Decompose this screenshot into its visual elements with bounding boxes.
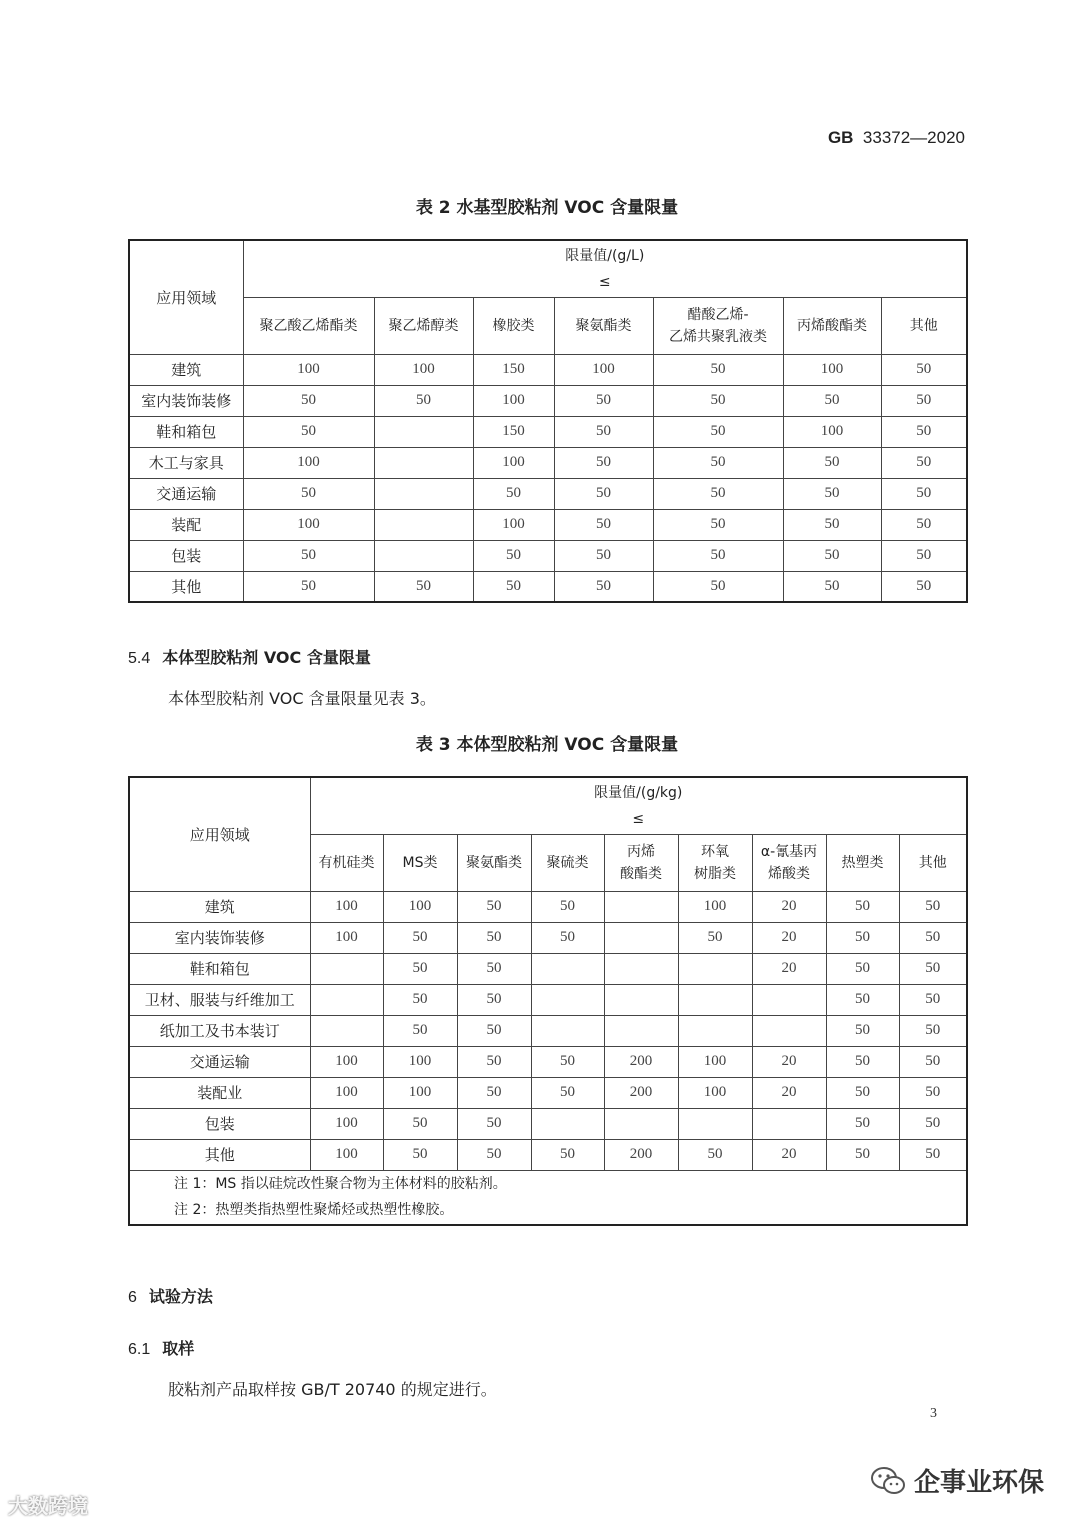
table2-col-header: 聚乙烯醇类 [374, 297, 473, 354]
table2-col-header: 其他 [881, 297, 967, 354]
table3-cell: 20 [752, 1046, 826, 1077]
table3-col-header: α-氰基丙 烯酸类 [752, 834, 826, 891]
table3-cell [604, 953, 678, 984]
table2-col-header: 橡胶类 [473, 297, 554, 354]
table3-cell: 50 [899, 1015, 967, 1046]
table3-row-label: 卫材、服装与纤维加工 [129, 984, 310, 1015]
table2-cell: 100 [374, 354, 473, 385]
table3-cell: 20 [752, 953, 826, 984]
table2-cell: 50 [243, 571, 374, 602]
page-number: 3 [930, 1406, 937, 1421]
table2-col-header: 醋酸乙烯- 乙烯共聚乳液类 [653, 297, 783, 354]
table-row [129, 509, 967, 540]
table2-cell: 50 [783, 385, 881, 416]
table3-row-label: 装配业 [129, 1077, 310, 1108]
table2-cell: 50 [374, 385, 473, 416]
table3-cell: 50 [531, 922, 604, 953]
table3-col-header: 聚硫类 [531, 834, 604, 891]
table3-cell: 50 [826, 1108, 899, 1139]
table3-cell: 50 [457, 1046, 531, 1077]
table3-cell: 50 [457, 922, 531, 953]
table3-row-label: 鞋和箱包 [129, 953, 310, 984]
table3-cell: 50 [678, 1139, 752, 1170]
table3-cell: 50 [899, 1046, 967, 1077]
table2-cell: 50 [554, 447, 653, 478]
table2-row-label: 室内装饰装修 [129, 385, 243, 416]
table3-cell: 50 [457, 1139, 531, 1170]
table2-cell: 50 [243, 478, 374, 509]
table2-row-label: 装配 [129, 509, 243, 540]
table3-caption: 表 3 本体型胶粘剂 VOC 含量限量 [415, 735, 679, 755]
table3-cell: 200 [604, 1077, 678, 1108]
table3-cell [678, 1015, 752, 1046]
table2-cell: 50 [554, 509, 653, 540]
table3-cell: 50 [531, 1046, 604, 1077]
table3-cell: 50 [899, 1139, 967, 1170]
table3-cell: 100 [310, 1108, 383, 1139]
table3-cell: 50 [457, 1108, 531, 1139]
table2 [128, 239, 968, 603]
table-row [129, 385, 967, 416]
table3-cell: 50 [826, 953, 899, 984]
watermark-right: 企事业环保 [870, 1462, 1044, 1499]
table2-cell: 50 [653, 354, 783, 385]
table2-cell: 50 [783, 478, 881, 509]
table3-col-header: 丙烯 酸酯类 [604, 834, 678, 891]
table3-cell: 50 [383, 1108, 457, 1139]
wechat-icon [870, 1466, 906, 1496]
table3-cell [310, 984, 383, 1015]
section-6-1-heading: 6.1 取样 [128, 1339, 195, 1358]
table2-cell [374, 447, 473, 478]
table2-cell: 50 [881, 478, 967, 509]
table3-cell: 200 [604, 1139, 678, 1170]
table3-cell: 50 [826, 984, 899, 1015]
table3-cell: 100 [678, 1077, 752, 1108]
table2-caption: 表 2 水基型胶粘剂 VOC 含量限量 [415, 198, 679, 218]
table2-cell: 50 [881, 571, 967, 602]
table2-col-header: 聚乙酸乙烯酯类 [243, 297, 374, 354]
table3-cell: 100 [310, 1139, 383, 1170]
table-row [129, 478, 967, 509]
table3-cell: 100 [310, 922, 383, 953]
table3-cell [604, 984, 678, 1015]
table3-cell [678, 984, 752, 1015]
table2-row-label: 包装 [129, 540, 243, 571]
table3-cell: 20 [752, 922, 826, 953]
table-row [129, 891, 967, 922]
table2-col-header: 聚氨酯类 [554, 297, 653, 354]
table3-cell [604, 1108, 678, 1139]
table3-cell: 50 [383, 1139, 457, 1170]
table-row [129, 571, 967, 602]
table2-cell: 50 [653, 509, 783, 540]
table3-cell: 50 [457, 953, 531, 984]
table2-cell: 50 [783, 540, 881, 571]
table-row [129, 1015, 967, 1046]
table-row [129, 1108, 967, 1139]
table3-cell: 50 [899, 891, 967, 922]
table-row [129, 1077, 967, 1108]
table3-note: 注 2：热塑类指热塑性聚烯烃或热塑性橡胶。 [174, 1202, 454, 1219]
table3-row-label: 室内装饰装修 [129, 922, 310, 953]
table2-cell: 50 [653, 540, 783, 571]
table3-cell: 50 [457, 1015, 531, 1046]
table3-cell [752, 984, 826, 1015]
table-row [129, 354, 967, 385]
table2-cell: 100 [473, 447, 554, 478]
table2-cell: 50 [554, 416, 653, 447]
table3-cell [678, 1108, 752, 1139]
table2-cell [374, 478, 473, 509]
section-6-1-text: 胶粘剂产品取样按 GB/T 20740 的规定进行。 [168, 1380, 497, 1399]
table3-row-label: 交通运输 [129, 1046, 310, 1077]
table3-cell [531, 984, 604, 1015]
table2-cell: 50 [783, 571, 881, 602]
table2-cell: 50 [881, 509, 967, 540]
table3-row-label: 其他 [129, 1139, 310, 1170]
table3-cell: 50 [899, 984, 967, 1015]
table3-row-header: 应用领域 [129, 777, 310, 891]
table3-cell: 50 [826, 1015, 899, 1046]
table3-cell: 50 [826, 1139, 899, 1170]
table3-cell: 100 [678, 1046, 752, 1077]
table2-row-label: 木工与家具 [129, 447, 243, 478]
table2-cell: 50 [653, 478, 783, 509]
table2-cell: 50 [243, 416, 374, 447]
table3-cell: 50 [826, 891, 899, 922]
table3-cell: 50 [899, 1108, 967, 1139]
table3-cell: 50 [383, 984, 457, 1015]
table3-cell [604, 1015, 678, 1046]
table3-cell: 50 [899, 1077, 967, 1108]
table3-cell: 50 [678, 922, 752, 953]
table3-cell [531, 953, 604, 984]
table3-col-header: 聚氨酯类 [457, 834, 531, 891]
table2-cell: 50 [653, 571, 783, 602]
table3-cell: 100 [678, 891, 752, 922]
table3-cell: 50 [457, 984, 531, 1015]
table3-row-label: 包装 [129, 1108, 310, 1139]
table3-cell [752, 1015, 826, 1046]
table2-cell: 50 [243, 540, 374, 571]
table2-cell [374, 416, 473, 447]
table3-notes [129, 1170, 967, 1225]
table2-cell: 100 [243, 509, 374, 540]
table3-cell: 100 [383, 1077, 457, 1108]
table2-cell [374, 509, 473, 540]
table2-row-label: 交通运输 [129, 478, 243, 509]
table2-cell: 50 [554, 385, 653, 416]
table3-cell: 100 [383, 891, 457, 922]
table2-cell: 50 [243, 385, 374, 416]
table2-row-label: 建筑 [129, 354, 243, 385]
table3-cell [310, 953, 383, 984]
table2-cell: 50 [881, 354, 967, 385]
table2-cell: 100 [243, 447, 374, 478]
table3-col-header: MS类 [383, 834, 457, 891]
table-row [129, 1046, 967, 1077]
table3-row-label: 纸加工及书本装订 [129, 1015, 310, 1046]
table2-cell: 50 [554, 478, 653, 509]
table3-cell: 50 [383, 1015, 457, 1046]
table3-cell: 50 [826, 1046, 899, 1077]
table-row [129, 922, 967, 953]
table2-cell: 50 [881, 540, 967, 571]
table3-cell: 100 [310, 1046, 383, 1077]
table-row [129, 540, 967, 571]
table2-row-header: 应用领域 [129, 240, 243, 354]
table3-row-label: 建筑 [129, 891, 310, 922]
table3-col-header: 热塑类 [826, 834, 899, 891]
watermark-left: 大数跨境 [8, 1494, 88, 1518]
table2-cell: 100 [783, 416, 881, 447]
table3-cell [604, 922, 678, 953]
table2-cell: 100 [554, 354, 653, 385]
table3-cell [678, 953, 752, 984]
table2-cell: 100 [473, 385, 554, 416]
table3-note: 注 1：MS 指以硅烷改性聚合物为主体材料的胶粘剂。 [174, 1176, 507, 1193]
table2-cell: 50 [473, 540, 554, 571]
section-6-heading: 6 试验方法 [128, 1287, 213, 1306]
table3-cell: 20 [752, 891, 826, 922]
table2-limit-header: 限量值/(g/L) ≤ [243, 240, 967, 297]
document-code: GB 33372—2020 [827, 128, 965, 147]
table2-cell: 50 [473, 571, 554, 602]
table2-cell: 50 [473, 478, 554, 509]
table2-cell: 50 [881, 416, 967, 447]
table2-cell: 50 [783, 447, 881, 478]
table2-cell: 50 [554, 571, 653, 602]
section-5-4-text: 本体型胶粘剂 VOC 含量限量见表 3。 [168, 689, 436, 708]
table-row [129, 953, 967, 984]
table3-cell: 50 [457, 891, 531, 922]
table2-cell: 50 [554, 540, 653, 571]
table3-cell [310, 1015, 383, 1046]
table3-cell: 50 [457, 1077, 531, 1108]
table3-cell: 200 [604, 1046, 678, 1077]
table3-cell: 50 [826, 922, 899, 953]
table2-col-header: 丙烯酸酯类 [783, 297, 881, 354]
table3-cell: 50 [383, 953, 457, 984]
table2-cell [374, 540, 473, 571]
table3-cell: 50 [531, 891, 604, 922]
table-row [129, 447, 967, 478]
table2-cell: 50 [653, 385, 783, 416]
table3-limit-header: 限量值/(g/kg) ≤ [310, 777, 967, 834]
table3-cell: 50 [531, 1139, 604, 1170]
table-row [129, 1139, 967, 1170]
table2-cell: 50 [783, 509, 881, 540]
table2-cell: 100 [783, 354, 881, 385]
table2-cell: 150 [473, 416, 554, 447]
table2-cell: 50 [881, 385, 967, 416]
table3-cell: 50 [899, 922, 967, 953]
table-row [129, 416, 967, 447]
table3-col-header: 环氧 树脂类 [678, 834, 752, 891]
table-row [129, 984, 967, 1015]
table3-cell: 50 [899, 953, 967, 984]
section-5-4-heading: 5.4 本体型胶粘剂 VOC 含量限量 [128, 648, 371, 667]
table3-cell: 20 [752, 1077, 826, 1108]
table2-row-label: 其他 [129, 571, 243, 602]
table3-cell: 100 [310, 1077, 383, 1108]
table2-cell: 50 [653, 416, 783, 447]
table3-cell: 50 [531, 1077, 604, 1108]
table2-cell: 50 [653, 447, 783, 478]
table2-cell: 50 [881, 447, 967, 478]
table3 [128, 776, 968, 1226]
table3-cell: 20 [752, 1139, 826, 1170]
table2-row-label: 鞋和箱包 [129, 416, 243, 447]
table3-cell: 50 [383, 922, 457, 953]
table2-cell: 100 [243, 354, 374, 385]
table3-cell [604, 891, 678, 922]
table2-cell: 50 [374, 571, 473, 602]
table3-cell [531, 1108, 604, 1139]
table2-cell: 150 [473, 354, 554, 385]
table2-cell: 100 [473, 509, 554, 540]
table3-col-header: 有机硅类 [310, 834, 383, 891]
table3-col-header: 其他 [899, 834, 967, 891]
table3-cell: 50 [826, 1077, 899, 1108]
table3-cell [531, 1015, 604, 1046]
table3-cell: 100 [310, 891, 383, 922]
table3-cell [752, 1108, 826, 1139]
table3-cell: 100 [383, 1046, 457, 1077]
